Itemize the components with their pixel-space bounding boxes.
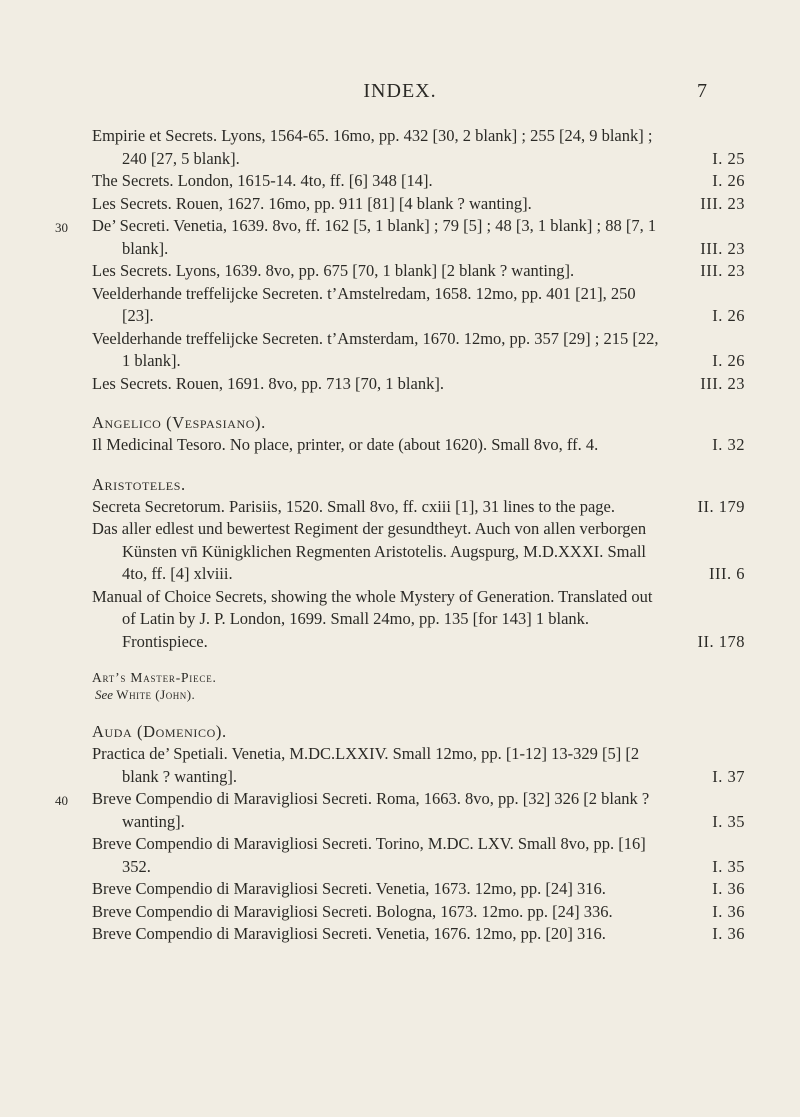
entry-text: Breve Compendio di Maravigliosi Secreti. Torino, M.DC. LXV. Small 8vo, pp. [16] 352.: [92, 834, 646, 876]
see-label: See: [95, 687, 114, 702]
index-entry: [65, 373, 745, 396]
entry-ref: I. 36: [712, 901, 745, 921]
page-number: 7: [697, 80, 707, 102]
entry-text: Practica de’ Spetiali. Venetia, M.DC.LXXIV. Small 12mo, pp. [1-12] 13-329 [5] [2 blank ? wanting].: [92, 744, 640, 786]
line-number: 40: [55, 793, 68, 808]
entry-ref: III. 23: [700, 193, 745, 213]
entry-ref: I. 25: [712, 148, 745, 168]
index-entry: [55, 788, 745, 833]
entry-text: Veelderhande treffelijcke Secreten. t’Amstelredam, 1658. 12mo, pp. 401 [21], 250 [23].: [92, 283, 636, 325]
entry-text: Breve Compendio di Maravigliosi Secreti. Venetia, 1676. 12mo, pp. [20] 316.: [92, 924, 606, 943]
entry-text: Manual of Choice Secrets, showing the whole Mystery of Generation. Translated out of Latin by J. P. London, 1699. Small 24mo, pp. 135 [for 143] 1 blank. Frontispiece.: [92, 586, 653, 651]
entry-ref: I. 36: [712, 924, 745, 943]
section-heading: Auda (Domenico).: [92, 722, 227, 741]
entry-text: Breve Compendio di Maravigliosi Secreti. Bologna, 1673. 12mo. pp. [24] 336.: [92, 901, 613, 921]
entry-ref: I. 26: [712, 351, 745, 370]
entry-ref: I. 32: [712, 435, 745, 454]
entry-text: The Secrets. London, 1615-14. 4to, ff. [6] 348 [14].: [92, 171, 433, 190]
index-entry: [65, 434, 745, 457]
entry-ref: I. 36: [712, 879, 745, 898]
index-section: [55, 125, 745, 395]
index-entry: [65, 328, 745, 373]
entry-text: Breve Compendio di Maravigliosi Secreti. Venetia, 1673. 12mo, pp. [24] 316.: [92, 879, 606, 898]
index-entry: [65, 496, 745, 519]
cross-reference: [65, 687, 745, 703]
entry-ref: I. 35: [712, 856, 745, 876]
entry-ref: III. 6: [709, 564, 745, 583]
entry-ref: II. 178: [697, 631, 745, 651]
index-section: [65, 411, 745, 457]
entry-text: Secreta Secretorum. Parisiis, 1520. Small 8vo, ff. cxiii [1], 31 lines to the page.: [92, 496, 616, 516]
index-entry: [65, 878, 745, 901]
index-entry: [65, 833, 745, 878]
see-target: White (John).: [116, 687, 196, 702]
section-heading: Aristoteles.: [92, 474, 186, 494]
entry-text: Das aller edlest und bewertest Regiment der gesundtheyt. Auch von allen verborgen Künsten vn̄ Künigklichen Regmenten Aristotelis. Augspurg, M.D.XXXI. Small 4to, ff. [4] xlviii.: [92, 519, 647, 583]
entry-ref: III. 23: [700, 373, 745, 393]
entry-ref: III. 23: [700, 261, 745, 280]
entry-text: Il Medicinal Tesoro. No place, printer, or date (about 1620). Small 8vo, ff. 4.: [92, 435, 599, 454]
entry-text: Les Secrets. Rouen, 1627. 16mo, pp. 911 [81] [4 blank ? wanting].: [92, 193, 532, 213]
index-section: [65, 473, 745, 654]
index-entry: [55, 215, 745, 260]
section-heading: Angelico (Vespasiano).: [92, 413, 266, 432]
index-entry: [65, 283, 745, 328]
entry-ref: I. 37: [712, 766, 745, 786]
index-entry: [65, 901, 745, 924]
index-entry: [65, 518, 745, 586]
entry-text: Veelderhande treffelijcke Secreten. t’Amsterdam, 1670. 12mo, pp. 357 [29] ; 215 [22, 1 blank].: [92, 328, 659, 370]
entry-text: Breve Compendio di Maravigliosi Secreti. Roma, 1663. 8vo, pp. [32] 326 [2 blank ? wanting].: [92, 789, 650, 831]
index-entry: [65, 193, 745, 216]
index-entry: [65, 260, 745, 283]
index-entry: [65, 923, 745, 946]
index-section: [55, 720, 745, 946]
entry-ref: I. 26: [712, 306, 745, 325]
entry-ref: II. 179: [697, 496, 745, 516]
page-title: INDEX.: [363, 80, 437, 102]
entry-text: Empirie et Secrets. Lyons, 1564-65. 16mo, pp. 432 [30, 2 blank] ; 255 [24, 9 blank] ; 240 [27, 5 blank].: [92, 126, 653, 168]
section-heading: Art’s Master-Piece.: [92, 670, 217, 685]
entry-ref: I. 35: [712, 811, 745, 831]
index-content: [55, 125, 745, 946]
index-entry: [65, 743, 745, 788]
line-number: 30: [55, 220, 68, 235]
index-entry: [65, 125, 745, 170]
index-entry: [65, 170, 745, 193]
index-section: [65, 669, 745, 703]
entry-ref: I. 26: [712, 171, 745, 190]
entry-text: Les Secrets. Rouen, 1691. 8vo, pp. 713 [70, 1 blank].: [92, 373, 444, 393]
entry-ref: III. 23: [700, 238, 745, 258]
entry-text: Les Secrets. Lyons, 1639. 8vo, pp. 675 [70, 1 blank] [2 blank ? wanting].: [92, 261, 575, 280]
entry-text: De’ Secreti. Venetia, 1639. 8vo, ff. 162 [5, 1 blank] ; 79 [5] ; 48 [3, 1 blank] ; 88 [7, 1 blank].: [92, 216, 657, 258]
index-entry: [65, 586, 745, 654]
